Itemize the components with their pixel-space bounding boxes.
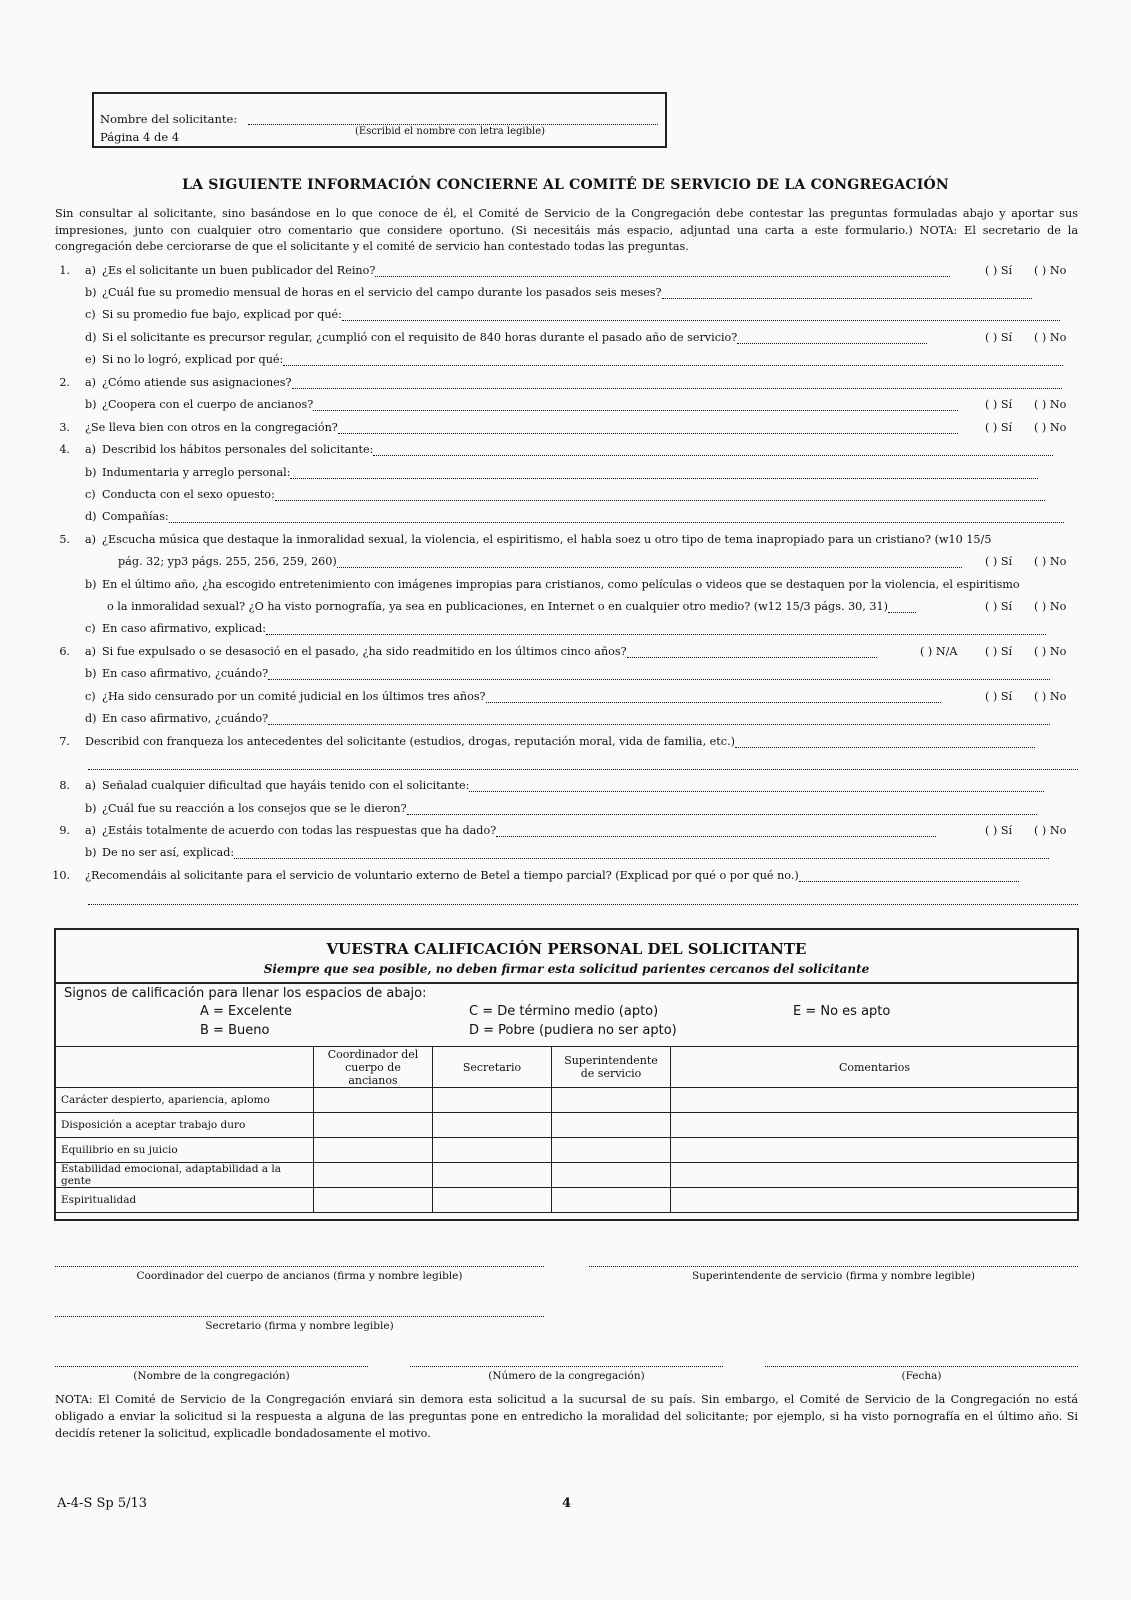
- question-text: En caso afirmativo, explicad:: [102, 622, 267, 635]
- question-letter: b): [85, 802, 97, 815]
- yes-checkbox[interactable]: ( ) Sí: [985, 331, 1013, 344]
- question-text: pág. 32; yp3 págs. 255, 256, 259, 260): [118, 555, 337, 568]
- page-title: LA SIGUIENTE INFORMACIÓN CONCIERNE AL COMITÉ DE SERVICIO DE LA CONGREGACIÓN: [182, 177, 949, 193]
- question-letter: b): [85, 578, 97, 591]
- rating-cell[interactable]: [433, 1113, 552, 1138]
- rating-cell[interactable]: [552, 1163, 671, 1188]
- column-secretary: Secretario: [433, 1047, 552, 1088]
- rating-sign-e: E = No es apto: [793, 1004, 891, 1019]
- question-text: Si el solicitante es precursor regular, ¿cumplió con el requisito de 840 horas durante el pasado año de servicio?: [102, 331, 738, 344]
- rating-sign-b: B = Bueno: [200, 1023, 270, 1038]
- answer-line[interactable]: [627, 647, 877, 658]
- answer-line[interactable]: [496, 826, 936, 837]
- yes-checkbox[interactable]: ( ) Sí: [985, 398, 1013, 411]
- question-5a: [0, 533, 1131, 551]
- question-8b: [0, 802, 1131, 820]
- secretary-signature-line[interactable]: [55, 1316, 544, 1317]
- answer-line[interactable]: [290, 468, 1038, 479]
- question-1d: [0, 331, 1131, 349]
- question-text: Si su promedio fue bajo, explicad por qué:: [102, 308, 342, 321]
- question-letter: d): [85, 510, 97, 523]
- question-2a: [0, 376, 1131, 394]
- rating-signs-label: Signos de calificación para llenar los espacios de abajo:: [64, 986, 427, 1001]
- rating-row: [55, 1188, 1079, 1213]
- rating-cell[interactable]: [314, 1138, 433, 1163]
- question-6d: [0, 712, 1131, 730]
- applicant-name-field[interactable]: [248, 112, 658, 125]
- question-text: ¿Cuál fue su promedio mensual de horas en el servicio del campo durante los pasados seis meses?: [102, 286, 662, 299]
- question-text: ¿Ha sido censurado por un comité judicial en los últimos tres años?: [102, 690, 486, 703]
- rating-subtitle: Siempre que sea posible, no deben firmar esta solicitud parientes cercanos del solicitante: [263, 962, 870, 976]
- question-letter: c): [85, 622, 96, 635]
- question-number: 2.: [59, 376, 70, 389]
- column-service-overseer: Superintendente de servicio: [552, 1047, 671, 1088]
- answer-line[interactable]: [469, 781, 1044, 792]
- answer-line[interactable]: [268, 669, 1050, 680]
- question-text: ¿Cómo atiende sus asignaciones?: [102, 376, 292, 389]
- question-9a: [0, 824, 1131, 842]
- answer-line[interactable]: [486, 692, 941, 703]
- question-number: 4.: [59, 443, 70, 456]
- answer-line[interactable]: [283, 355, 1063, 366]
- column-comments: Comentarios: [671, 1047, 1079, 1088]
- coordinator-signature-label: Coordinador del cuerpo de ancianos (firma y nombre legible): [136, 1270, 463, 1282]
- rating-sign-a: A = Excelente: [200, 1004, 292, 1019]
- answer-line[interactable]: [292, 378, 1062, 389]
- page-label: Página 4 de 4: [100, 130, 180, 144]
- rating-table-header: [55, 1047, 1079, 1088]
- question-text: Si no lo logró, explicad por qué:: [102, 353, 284, 366]
- rating-title: VUESTRA CALIFICACIÓN PERSONAL DEL SOLICITANTE: [326, 940, 807, 958]
- question-number: 3.: [59, 421, 70, 434]
- question-letter: a): [85, 533, 97, 546]
- service-signature-line[interactable]: [589, 1266, 1078, 1267]
- question-letter: e): [85, 353, 96, 366]
- na-checkbox[interactable]: ( ) N/A: [920, 645, 958, 658]
- yes-checkbox[interactable]: ( ) Sí: [985, 264, 1013, 277]
- rating-cell[interactable]: [552, 1088, 671, 1113]
- congregation-name-line[interactable]: [55, 1366, 368, 1367]
- applicant-name-hint: (Escribid el nombre con letra legible): [355, 126, 546, 137]
- no-checkbox[interactable]: ( ) No: [1034, 824, 1067, 837]
- question-2b: [0, 398, 1131, 416]
- answer-line[interactable]: [313, 400, 958, 411]
- date-label: (Fecha): [901, 1370, 942, 1382]
- question-7: [0, 735, 1131, 753]
- question-letter: a): [85, 779, 97, 792]
- question-5c: [0, 622, 1131, 640]
- rating-cell[interactable]: [433, 1188, 552, 1213]
- question-text: Señalad cualquier dificultad que hayáis tenido con el solicitante:: [102, 779, 470, 792]
- question-4c: [0, 488, 1131, 506]
- question-number: 6.: [59, 645, 70, 658]
- footer-note: NOTA: El Comité de Servicio de la Congregación enviará sin demora esta solicitud a la sucursal de su país. Sin embargo, el Comité de Servicio de la Congregación no está obligado a enviar la solicitud si la respuesta a alguna de las preguntas pone en entredicho la moralidad del solicitante; por ejemplo, si ha visto pornografía en el último año. Si decidís retener la solicitud, explicadle bondadosamente el motivo.: [55, 1393, 1078, 1440]
- rating-cell[interactable]: [314, 1113, 433, 1138]
- rating-row: [55, 1088, 1079, 1113]
- answer-line[interactable]: [407, 804, 1037, 815]
- rating-row-label: Disposición a aceptar trabajo duro: [55, 1113, 314, 1138]
- question-letter: b): [85, 846, 97, 859]
- comment-cell[interactable]: [671, 1113, 1079, 1138]
- congregation-name-label: (Nombre de la congregación): [133, 1370, 290, 1382]
- rating-row: [55, 1138, 1079, 1163]
- question-3: [0, 421, 1131, 439]
- question-4a: [0, 443, 1131, 461]
- question-letter: c): [85, 308, 96, 321]
- no-checkbox[interactable]: ( ) No: [1034, 555, 1067, 568]
- yes-checkbox[interactable]: ( ) Sí: [985, 824, 1013, 837]
- answer-line[interactable]: [338, 423, 958, 434]
- question-text: En el último año, ¿ha escogido entretenimiento con imágenes impropias para cristianos, como películas o videos que se destaquen por la violencia, el espiritismo: [102, 578, 1020, 591]
- answer-line[interactable]: [275, 490, 1045, 501]
- page-number: 4: [562, 1496, 572, 1511]
- answer-line[interactable]: [799, 871, 1019, 882]
- answer-line[interactable]: [268, 714, 1050, 725]
- yes-checkbox[interactable]: ( ) Sí: [985, 690, 1013, 703]
- congregation-number-line[interactable]: [410, 1366, 723, 1367]
- question-letter: a): [85, 264, 97, 277]
- rating-row-label: Estabilidad emocional, adaptabilidad a la gente: [55, 1163, 314, 1188]
- answer-line[interactable]: [737, 333, 927, 344]
- answer-line[interactable]: [373, 445, 1053, 456]
- yes-checkbox[interactable]: ( ) Sí: [985, 555, 1013, 568]
- applicant-name-label: Nombre del solicitante:: [100, 112, 238, 126]
- question-letter: a): [85, 645, 97, 658]
- question-text: ¿Cuál fue su reacción a los consejos que se le dieron?: [102, 802, 407, 815]
- secretary-signature-label: Secretario (firma y nombre legible): [205, 1320, 394, 1332]
- question-5a-cont: [0, 555, 1131, 573]
- question-text: En caso afirmativo, ¿cuándo?: [102, 712, 269, 725]
- date-line[interactable]: [765, 1366, 1078, 1367]
- no-checkbox[interactable]: ( ) No: [1034, 264, 1067, 277]
- answer-line-extra[interactable]: [88, 904, 1078, 905]
- question-letter: a): [85, 443, 97, 456]
- question-text: En caso afirmativo, ¿cuándo?: [102, 667, 269, 680]
- question-text: ¿Es el solicitante un buen publicador del Reino?: [102, 264, 376, 277]
- answer-line[interactable]: [735, 737, 1035, 748]
- rating-header-empty: [55, 1047, 314, 1088]
- no-checkbox[interactable]: ( ) No: [1034, 331, 1067, 344]
- no-checkbox[interactable]: ( ) No: [1034, 398, 1067, 411]
- rating-cell[interactable]: [433, 1163, 552, 1188]
- intro-paragraph: Sin consultar al solicitante, sino basándose en lo que conoce de él, el Comité de Servicio de la Congregación debe contestar las preguntas formuladas abajo y aportar sus impresiones, junto con cualquier otro comentario que considere oportuno. (Si necesitáis más espacio, adjuntad una carta a este formulario.) NOTA: El secretario de la congregación debe cerciorarse de que el solicitante y el comité de servicio han contestado todas las preguntas.: [55, 207, 1078, 253]
- question-letter: c): [85, 690, 96, 703]
- question-number: 7.: [59, 735, 70, 748]
- question-number: 1.: [59, 264, 70, 277]
- rating-table: [54, 1046, 1079, 1213]
- column-coordinator: Coordinador del cuerpo de ancianos: [314, 1047, 433, 1088]
- question-letter: b): [85, 286, 97, 299]
- no-checkbox[interactable]: ( ) No: [1034, 690, 1067, 703]
- answer-line-extra[interactable]: [88, 769, 1078, 770]
- answer-line[interactable]: [888, 602, 916, 613]
- coordinator-signature-line[interactable]: [55, 1266, 544, 1267]
- question-letter: b): [85, 466, 97, 479]
- question-text: ¿Recomendáis al solicitante para el servicio de voluntario externo de Betel a tiempo parcial? (Explicad por qué o por qué no.): [85, 869, 799, 882]
- question-letter: b): [85, 667, 97, 680]
- question-text: ¿Escucha música que destaque la inmoralidad sexual, la violencia, el espiritismo, el habla soez u otro tipo de tema inapropiado para un cristiano? (w10 15/5: [102, 533, 992, 546]
- answer-line[interactable]: [662, 288, 1032, 299]
- question-number: 10.: [52, 869, 70, 882]
- no-checkbox[interactable]: ( ) No: [1034, 421, 1067, 434]
- comment-cell[interactable]: [671, 1088, 1079, 1113]
- rating-sign-d: D = Pobre (pudiera no ser apto): [469, 1023, 677, 1038]
- question-6c: [0, 690, 1131, 708]
- question-text: ¿Estáis totalmente de acuerdo con todas las respuestas que ha dado?: [102, 824, 497, 837]
- question-9b: [0, 846, 1131, 864]
- question-text: Describid con franqueza los antecedentes del solicitante (estudios, drogas, reputación moral, vida de familia, etc.): [85, 735, 735, 748]
- question-1c: [0, 308, 1131, 326]
- question-text: Compañías:: [102, 510, 169, 523]
- question-8a: [0, 779, 1131, 797]
- question-text: ¿Se lleva bien con otros en la congregación?: [85, 421, 338, 434]
- question-text: Describid los hábitos personales del solicitante:: [102, 443, 374, 456]
- question-letter: c): [85, 488, 96, 501]
- congregation-number-label: (Número de la congregación): [488, 1370, 645, 1382]
- rating-row-label: Carácter despierto, apariencia, aplomo: [55, 1088, 314, 1113]
- question-number: 5.: [59, 533, 70, 546]
- question-letter: d): [85, 712, 97, 725]
- question-1b: [0, 286, 1131, 304]
- answer-line[interactable]: [169, 512, 1064, 523]
- question-text: De no ser así, explicad:: [102, 846, 235, 859]
- rating-cell[interactable]: [552, 1138, 671, 1163]
- question-5b-cont: [0, 600, 1131, 618]
- answer-line[interactable]: [342, 310, 1060, 321]
- comment-cell[interactable]: [671, 1188, 1079, 1213]
- question-letter: b): [85, 398, 97, 411]
- question-4b: [0, 466, 1131, 484]
- question-text: o la inmoralidad sexual? ¿O ha visto pornografía, ya sea en publicaciones, en Internet o en cualquier otro medio? (w12 15/3 págs. 30, 31): [107, 600, 889, 613]
- answer-line[interactable]: [266, 624, 1046, 635]
- question-text: Indumentaria y arreglo personal:: [102, 466, 291, 479]
- rating-cell[interactable]: [314, 1188, 433, 1213]
- question-text: ¿Coopera con el cuerpo de ancianos?: [102, 398, 314, 411]
- question-number: 9.: [59, 824, 70, 837]
- question-text: Conducta con el sexo opuesto:: [102, 488, 275, 501]
- question-number: 8.: [59, 779, 70, 792]
- rating-row-label: Espiritualidad: [55, 1188, 314, 1213]
- rating-cell[interactable]: [552, 1188, 671, 1213]
- question-4d: [0, 510, 1131, 528]
- yes-checkbox[interactable]: ( ) Sí: [985, 421, 1013, 434]
- yes-checkbox[interactable]: ( ) Sí: [985, 600, 1013, 613]
- rating-divider: [54, 982, 1079, 984]
- form-code: A-4-S Sp 5/13: [57, 1496, 148, 1511]
- question-letter: d): [85, 331, 97, 344]
- rating-cell[interactable]: [433, 1088, 552, 1113]
- rating-row: [55, 1113, 1079, 1138]
- question-6a: [0, 645, 1131, 663]
- question-text: Si fue expulsado o se desasoció en el pasado, ¿ha sido readmitido en los últimos cinco años?: [102, 645, 627, 658]
- question-letter: a): [85, 376, 97, 389]
- question-10: [0, 869, 1131, 887]
- rating-cell[interactable]: [433, 1138, 552, 1163]
- rating-cell[interactable]: [552, 1113, 671, 1138]
- question-1e: [0, 353, 1131, 371]
- comment-cell[interactable]: [671, 1138, 1079, 1163]
- question-letter: a): [85, 824, 97, 837]
- rating-row: [55, 1163, 1079, 1188]
- no-checkbox[interactable]: ( ) No: [1034, 600, 1067, 613]
- answer-line[interactable]: [337, 557, 962, 568]
- service-signature-label: Superintendente de servicio (firma y nombre legible): [691, 1270, 976, 1282]
- no-checkbox[interactable]: ( ) No: [1034, 645, 1067, 658]
- question-6b: [0, 667, 1131, 685]
- rating-cell[interactable]: [314, 1163, 433, 1188]
- answer-line[interactable]: [375, 266, 950, 277]
- rating-row-label: Equilibrio en su juicio: [55, 1138, 314, 1163]
- comment-cell[interactable]: [671, 1163, 1079, 1188]
- rating-sign-c: C = De término medio (apto): [469, 1004, 659, 1019]
- yes-checkbox[interactable]: ( ) Sí: [985, 645, 1013, 658]
- answer-line[interactable]: [234, 848, 1049, 859]
- question-1a: [0, 264, 1131, 282]
- question-5b: [0, 578, 1131, 596]
- rating-cell[interactable]: [314, 1088, 433, 1113]
